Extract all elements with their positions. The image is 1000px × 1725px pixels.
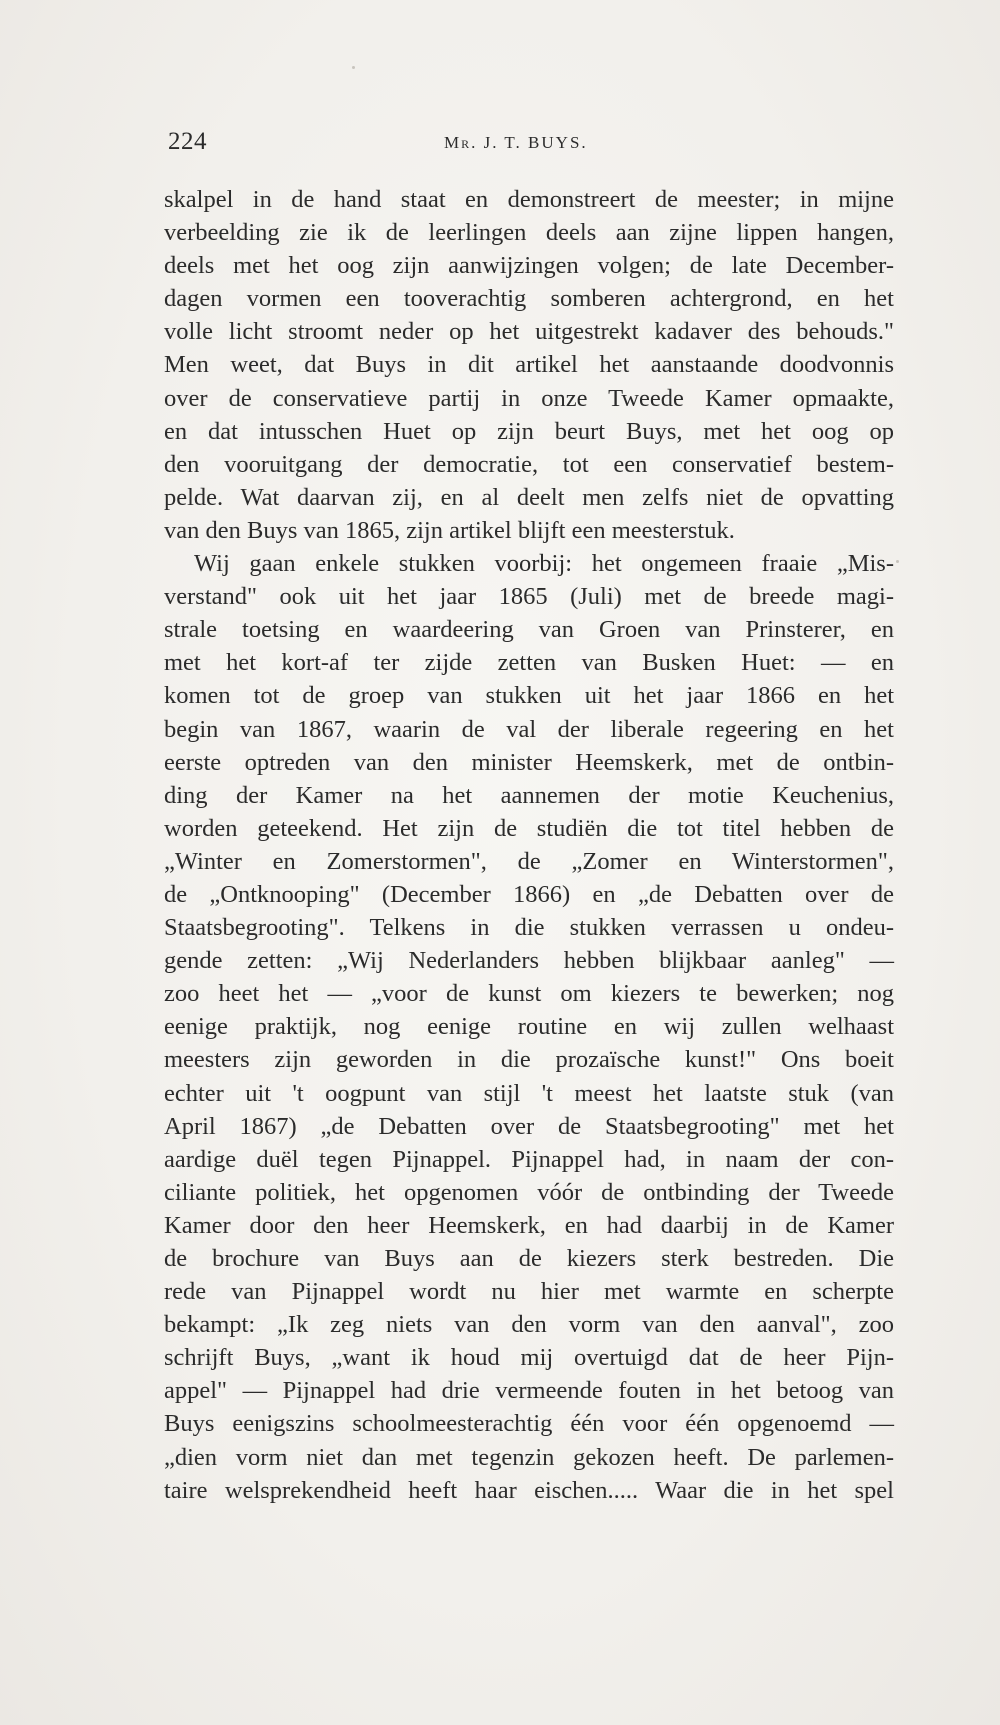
text-line: verbeelding zie ik de leerlingen deels aan zijne lippen hangen, [164, 219, 894, 247]
text-line: skalpel in de hand staat en demonstreert de meester; in mijne [164, 186, 894, 213]
text-line: Staatsbegrooting". Telkens in die stukken verrassen u ondeu- [164, 914, 894, 942]
text-line: „dien vorm niet dan met tegenzin gekozen heeft. De parlemen- [164, 1443, 894, 1471]
text-line: schrijft Buys, „want ik houd mij overtuigd dat de heer Pijn- [164, 1344, 894, 1372]
text-line: van den Buys van 1865, zijn artikel blijft een meesterstuk. [164, 516, 735, 544]
paper-speck [352, 66, 355, 69]
text-line: taire welsprekendheid heeft haar eischen..... Waar die in het spel [164, 1476, 894, 1504]
text-line: ding der Kamer na het aannemen der motie Keuchenius, [164, 781, 894, 809]
text-line: meesters zijn geworden in die prozaïsche kunst!" Ons boeit [164, 1046, 894, 1074]
text-line: Kamer door den heer Heemskerk, en had daarbij in de Kamer [164, 1211, 894, 1239]
text-line: de „Ontknooping" (December 1866) en „de Debatten over de [164, 880, 894, 908]
text-line: eenige praktijk, nog eenige routine en wij zullen welhaast [164, 1013, 894, 1041]
running-head: Mr. J. T. BUYS. [444, 133, 588, 152]
page-header [168, 128, 893, 164]
text-line: met het kort-af ter zijde zetten van Busken Huet: — en [164, 649, 894, 677]
text-line: bekampt: „Ik zeg niets van den vorm van den aanval", zoo [164, 1311, 894, 1339]
text-line: Wij gaan enkele stukken voorbij: het ongemeen fraaie „Mis- [194, 550, 894, 578]
text-line: over de conservatieve partij in onze Tweede Kamer opmaakte, [164, 384, 894, 412]
text-line: worden geteekend. Het zijn de studiën die tot titel hebben de [164, 814, 894, 842]
text-line: dagen vormen een tooverachtig somberen achtergrond, en het [164, 285, 894, 313]
text-line: strale toetsing en waardeering van Groen van Prinsterer, en [164, 616, 894, 644]
text-line: eerste optreden van den minister Heemskerk, met de ontbin- [164, 748, 894, 776]
text-line: aardige duël tegen Pijnappel. Pijnappel had, in naam der con- [164, 1145, 894, 1173]
text-line: en dat intusschen Huet op zijn beurt Buys, met het oog op [164, 417, 894, 445]
text-line: den vooruitgang der democratie, tot een conservatief bestem- [164, 450, 894, 478]
text-line: pelde. Wat daarvan zij, en al deelt men zelfs niet de opvatting [164, 483, 894, 511]
text-line: rede van Pijnappel wordt nu hier met warmte en scherpte [164, 1278, 894, 1306]
paper-speck [896, 560, 899, 563]
text-line: gende zetten: „Wij Nederlanders hebben blijkbaar aanleg" — [164, 947, 894, 975]
text-line: verstand" ook uit het jaar 1865 (Juli) met de breede magi- [164, 583, 894, 611]
body-text [164, 183, 894, 1507]
text-line: komen tot de groep van stukken uit het jaar 1866 en het [164, 682, 894, 710]
text-line: de brochure van Buys aan de kiezers sterk bestreden. Die [164, 1245, 894, 1272]
text-line: begin van 1867, waarin de val der liberale regeering en het [164, 715, 894, 743]
text-line: Men weet, dat Buys in dit artikel het aanstaande doodvonnis [164, 351, 894, 379]
text-line: ciliante politiek, het opgenomen vóór de ontbinding der Tweede [164, 1178, 894, 1206]
text-line: April 1867) „de Debatten over de Staatsbegrooting" met het [164, 1112, 894, 1140]
text-line: echter uit 't oogpunt van stijl 't meest het laatste stuk (van [164, 1079, 894, 1107]
page-number: 224 [168, 128, 207, 155]
text-line: „Winter en Zomerstormen", de „Zomer en Winterstormen", [164, 847, 894, 875]
text-line: zoo heet het — „voor de kunst om kiezers te bewerken; nog [164, 980, 894, 1008]
text-line: deels met het oog zijn aanwijzingen volgen; de late December- [164, 252, 894, 280]
text-line: appel" — Pijnappel had drie vermeende fouten in het betoog van [164, 1377, 894, 1405]
text-line: Buys eenigszins schoolmeesterachtig één voor één opgenoemd — [164, 1410, 894, 1438]
text-line: volle licht stroomt neder op het uitgestrekt kadaver des behouds." [164, 318, 894, 346]
